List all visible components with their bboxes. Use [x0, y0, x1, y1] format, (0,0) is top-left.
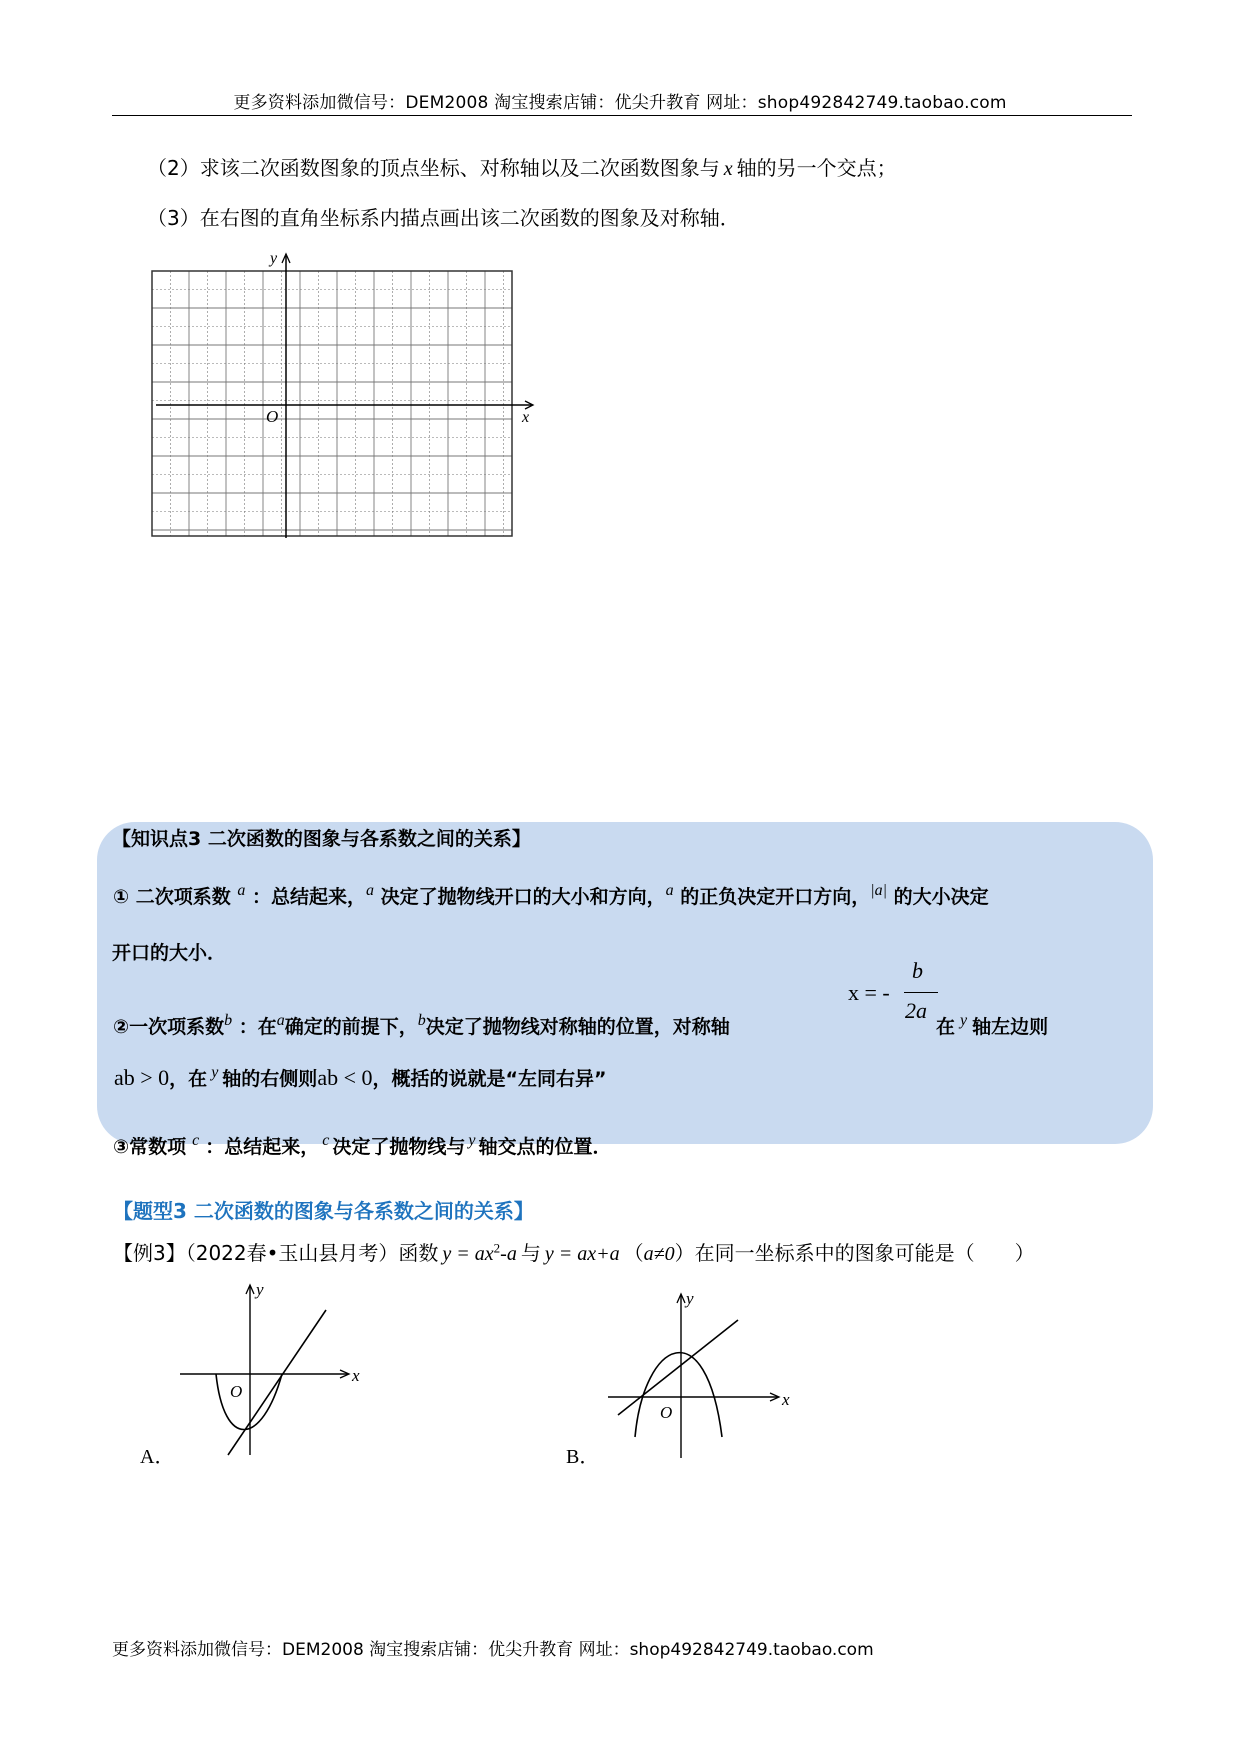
- opt-a-parabola: [216, 1374, 282, 1430]
- option-b-label[interactable]: B．: [566, 1446, 600, 1468]
- opt-b-x-label: x: [782, 1390, 790, 1409]
- ex-superscript: 2: [493, 1240, 501, 1256]
- ex-text-a: 【例3】（2022春•玉山县月考）函数: [113, 1241, 439, 1265]
- ab-greater: ab > 0: [114, 1065, 170, 1090]
- kp3-text-b: 轴的右侧则: [222, 1068, 318, 1090]
- opt-b-y-label: y: [686, 1290, 694, 1308]
- kp2-text-b: ：在: [238, 1016, 277, 1038]
- kp1-text-a: ① 二次项系数: [113, 886, 231, 908]
- kp1-text-d: 的正负决定开口方向，: [680, 886, 871, 908]
- kp4-var-c2: c: [322, 1132, 330, 1149]
- kp1-var-a2: a: [365, 882, 374, 899]
- ex-formula-1b: -a: [500, 1243, 517, 1265]
- ex-formula-1a: y = ax: [442, 1243, 494, 1265]
- type-title: 【题型3 二次函数的图象与各系数之间的关系】: [113, 1199, 534, 1223]
- question-2: [147, 152, 897, 181]
- knowledge-point-2: [113, 1012, 730, 1039]
- ex-text-b: 与: [520, 1241, 541, 1265]
- kp2-text-a: ②一次项系数: [113, 1016, 225, 1038]
- kp3-text-a: ，在: [169, 1068, 208, 1090]
- kp1-text-b: ：总结起来，: [251, 886, 366, 908]
- kp2-var-b2: b: [417, 1012, 426, 1029]
- kp4-text-a: ③常数项: [113, 1136, 187, 1158]
- grid-lines: [152, 271, 512, 536]
- opt-a-y-label: y: [256, 1280, 264, 1299]
- knowledge-point-2-tail: [936, 1012, 1048, 1039]
- kp4-var-y: y: [468, 1132, 476, 1149]
- q2-suffix: 轴的另一个交点；: [736, 156, 897, 180]
- grid-y-label: y: [270, 250, 278, 267]
- question-3: （3）在右图的直角坐标系内描点画出该二次函数的图象及对称轴．: [147, 206, 740, 230]
- kp2-var-a: a: [276, 1012, 285, 1029]
- kp3-text-c: ，概括的说就是“左同右异”: [372, 1068, 607, 1090]
- kp2-text-f: 轴左边则: [972, 1016, 1049, 1038]
- ex-formula-2: y = ax+a: [544, 1243, 620, 1265]
- knowledge-point-1-line2: 开口的大小．: [112, 942, 227, 964]
- ex-paren: （: [623, 1241, 644, 1265]
- kp1-text-c: 决定了抛物线开口的大小和方向，: [380, 886, 666, 908]
- kp1-var-a3: a: [665, 882, 674, 899]
- opt-a-o-label: O: [230, 1382, 243, 1401]
- knowledge-point-2-line2: [114, 1064, 606, 1091]
- coordinate-grid: [140, 248, 540, 548]
- ab-less: ab < 0: [317, 1065, 373, 1090]
- grid-border: [152, 271, 512, 536]
- axis-formula-num: b: [912, 958, 923, 983]
- ex-condition: a≠0: [643, 1243, 675, 1265]
- example-3: [113, 1237, 1035, 1266]
- page-header: 更多资料添加微信号：DEM2008 淘宝搜索店铺：优尖升教育 网址：shop492842749.taobao.com: [233, 93, 1007, 113]
- axis-formula-den: 2a: [905, 998, 927, 1023]
- option-b-graph: [600, 1290, 820, 1465]
- opt-b-line: [618, 1320, 738, 1415]
- opt-b-o-label: O: [660, 1403, 673, 1422]
- ex-text-c: ）在同一坐标系中的图象可能是（ ）: [674, 1241, 1035, 1265]
- grid-origin-label: O: [266, 407, 279, 426]
- header-divider: [112, 115, 1132, 116]
- knowledge-title: 【知识点3 二次函数的图象与各系数之间的关系】: [112, 828, 531, 850]
- fraction-bar: [904, 992, 938, 993]
- opt-b-parabola: [635, 1353, 722, 1437]
- kp4-var-c: c: [192, 1132, 200, 1149]
- q2-prefix: （2）求该二次函数图象的顶点坐标、对称轴以及二次函数图象与: [147, 156, 720, 180]
- kp2-var-y: y: [960, 1012, 968, 1029]
- knowledge-point-1: [113, 882, 989, 909]
- kp4-text-c: 决定了抛物线与: [332, 1136, 466, 1158]
- option-a-graph: [170, 1280, 390, 1460]
- kp2-text-c: 确定的前提下，: [284, 1016, 418, 1038]
- axis-formula-lhs: x = -: [848, 980, 890, 1005]
- kp3-var-y: y: [211, 1064, 219, 1081]
- kp4-text-d: 轴交点的位置．: [478, 1136, 612, 1158]
- opt-a-x-label: x: [352, 1366, 360, 1385]
- knowledge-box: [97, 822, 1153, 1144]
- kp1-abs-a: |a|: [870, 882, 888, 899]
- option-a-label[interactable]: A．: [140, 1446, 175, 1468]
- q2-var: x: [723, 158, 733, 180]
- opt-a-line: [228, 1310, 326, 1455]
- kp4-text-b: ：总结起来，: [205, 1136, 320, 1158]
- page-footer: 更多资料添加微信号：DEM2008 淘宝搜索店铺：优尖升教育 网址：shop492842749.taobao.com: [112, 1640, 874, 1660]
- kp2-text-d: 决定了抛物线对称轴的位置，对称轴: [425, 1016, 730, 1038]
- kp2-text-e: 在: [936, 1016, 956, 1038]
- knowledge-point-3: [113, 1132, 611, 1159]
- kp2-var-b: b: [224, 1012, 233, 1029]
- kp1-text-e: 的大小决定: [893, 886, 989, 908]
- kp1-var-a: a: [237, 882, 246, 899]
- grid-x-label: x: [522, 409, 530, 426]
